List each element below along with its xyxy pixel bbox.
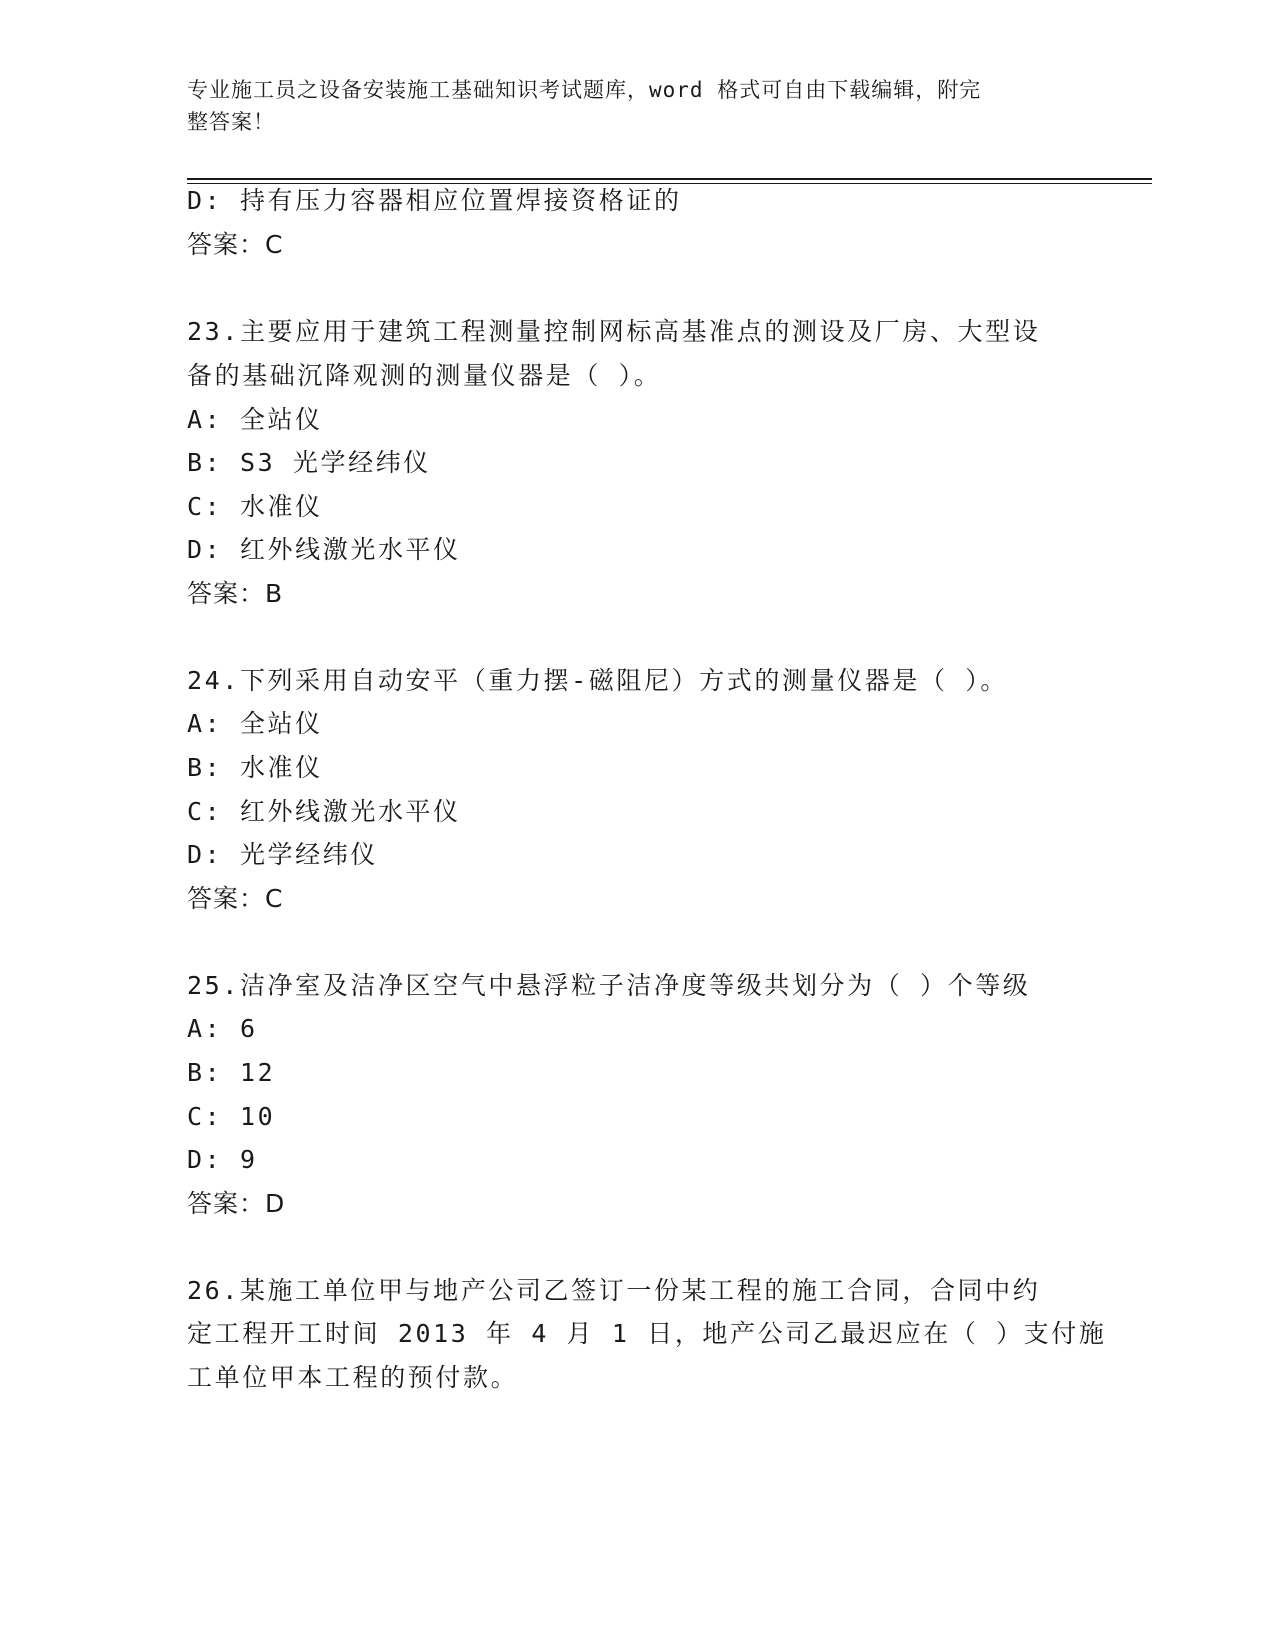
question-23-line-1: 23.主要应用于建筑工程测量控制网标高基准点的测设及厂房、大型设 — [187, 317, 1041, 346]
question-25-line-1: 25.洁净室及洁净区空气中悬浮粒子洁净度等级共划分为（ ）个等级 — [187, 971, 1031, 1000]
option-a-q25: A: 6 — [187, 1014, 258, 1043]
option-c-q25: C: 10 — [187, 1102, 276, 1131]
answer-q23: 答案：B — [187, 579, 284, 608]
answer-q25: 答案：D — [187, 1189, 286, 1218]
question-26-line-3: 工单位甲本工程的预付款。 — [187, 1363, 519, 1392]
question-26-line-1: 26.某施工单位甲与地产公司乙签订一份某工程的施工合同，合同中约 — [187, 1276, 1041, 1305]
question-24-line-1: 24.下列采用自动安平（重力摆-磁阻尼）方式的测量仪器是（ ）。 — [187, 666, 1008, 695]
question-26-line-2: 定工程开工时间 2013 年 4 月 1 日，地产公司乙最迟应在（ ）支付施 — [187, 1319, 1107, 1348]
header-divider-thin — [187, 183, 1152, 184]
option-d-q22: D: 持有压力容器相应位置焊接资格证的 — [187, 186, 682, 215]
header-line-1: 专业施工员之设备安装施工基础知识考试题库，word 格式可自由下载编辑，附完 — [187, 78, 982, 102]
answer-q22: 答案：C — [187, 230, 284, 259]
question-23-line-2: 备的基础沉降观测的测量仪器是（ ）。 — [187, 361, 662, 390]
header-divider-thick — [187, 178, 1152, 180]
answer-q24: 答案：C — [187, 884, 284, 913]
header-line-2: 整答案！ — [187, 110, 275, 134]
option-d-q25: D: 9 — [187, 1145, 258, 1174]
option-b-q25: B: 12 — [187, 1058, 276, 1087]
option-d-q24: D: 光学经纬仪 — [187, 840, 378, 869]
option-b-q24: B: 水准仪 — [187, 753, 323, 782]
option-d-q23: D: 红外线激光水平仪 — [187, 535, 461, 564]
option-a-q24: A: 全站仪 — [187, 709, 323, 738]
option-c-q24: C: 红外线激光水平仪 — [187, 797, 461, 826]
option-c-q23: C: 水准仪 — [187, 492, 323, 521]
option-a-q23: A: 全站仪 — [187, 405, 323, 434]
page-header — [187, 74, 1067, 138]
option-b-q23: B: S3 光学经纬仪 — [187, 448, 431, 477]
